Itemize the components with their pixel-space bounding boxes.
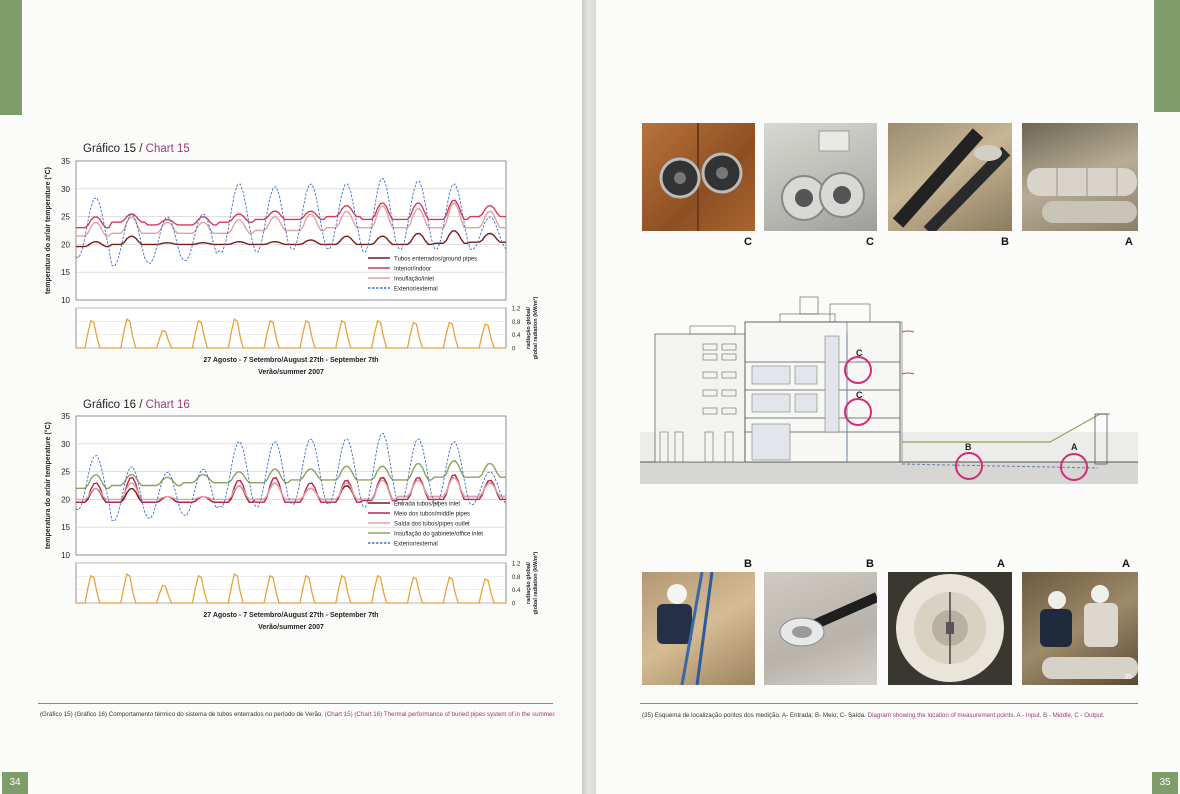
y-tick-label: 30 <box>61 184 70 194</box>
radiation-tick-label: 0.4 <box>512 588 521 595</box>
building-section-diagram <box>640 292 1138 497</box>
y-tick-label: 20 <box>61 495 70 505</box>
photo-concrete-pipes <box>1022 123 1138 231</box>
chart15-title-pt: Gráfico 15 / <box>83 143 146 155</box>
chart16-title-pt: Gráfico 16 / <box>83 399 146 411</box>
left-page <box>0 0 584 794</box>
photo-label: A <box>1122 558 1130 570</box>
y-tick-label: 35 <box>61 157 70 166</box>
y-tick-label: 25 <box>61 212 70 222</box>
y-axis-label: temperatura do ar/air temperature (°C) <box>45 422 52 549</box>
radiation-plot-area <box>76 563 506 603</box>
photo-workers-pipe-inlet <box>1022 572 1138 685</box>
right-caption <box>642 712 1142 720</box>
photo-pipes-trench <box>888 123 1012 231</box>
photo-number: 35 <box>1124 674 1132 681</box>
photo-label: C <box>866 236 874 248</box>
sensor-pipe-graphic <box>764 572 877 685</box>
caption-rule <box>640 703 1138 704</box>
diagram-label: B <box>965 442 972 452</box>
y-tick-label: 15 <box>61 268 70 278</box>
y-tick-label: 15 <box>61 523 70 533</box>
legend-label: Entrada tubos/pipes inlet <box>394 501 461 508</box>
y-tick-label: 20 <box>61 240 70 250</box>
radiation-tick-label: 1.2 <box>512 561 521 568</box>
legend-label: Tubos enterrados/ground pipes <box>394 256 478 263</box>
diagram-label: C <box>856 348 863 358</box>
photo-label: B <box>744 558 752 570</box>
pipes-trench-graphic <box>888 123 1012 231</box>
y-tick-label: 10 <box>61 296 70 305</box>
radiation-tick-label: 0.4 <box>512 333 521 340</box>
page-number: 35 <box>1152 772 1178 794</box>
legend-label: Saída dos tubos/pipes outlet <box>394 521 470 528</box>
photo-label: C <box>744 236 752 248</box>
radiation-tick-label: 1.2 <box>512 306 521 313</box>
photo-fans-wood-panel <box>642 123 755 231</box>
radiation-label-2: global radiation (kW/m²) <box>533 296 539 360</box>
photo-pipe-interior <box>888 572 1012 685</box>
chart16-title-en: Chart 16 <box>145 399 190 411</box>
legend-label: Interior/indoor <box>394 266 432 273</box>
page-tab <box>1154 0 1180 112</box>
diagram-label: A <box>1071 442 1078 452</box>
legend-label: Insuflação/inlet <box>394 276 435 283</box>
y-tick-label: 10 <box>61 551 70 560</box>
radiation-plot-area <box>76 308 506 348</box>
y-tick-label: 25 <box>61 467 70 477</box>
photo-label: A <box>997 558 1005 570</box>
photo-worker-installing <box>642 572 755 685</box>
legend-label: Meio dos tubos/middle pipes <box>394 511 471 518</box>
y-tick-label: 35 <box>61 412 70 421</box>
diagram-label: C <box>856 390 863 400</box>
radiation-label-1: radiação global/ <box>526 562 532 604</box>
right-caption-en: Diagram showing the location of measurement points. A - Input, B - Middle, C - Output. <box>867 712 1105 719</box>
right-caption-pt: (35) Esquema de localização pontos dos medição. A- Entrada; B- Meio; C- Saída. <box>642 712 868 719</box>
chart16 <box>28 410 548 645</box>
caption-rule <box>38 703 553 704</box>
right-page <box>596 0 1180 794</box>
x-axis-label: 27 Agosto - 7 Setembro/August 27th - September 7th <box>203 357 379 364</box>
chart16-svg <box>28 410 548 640</box>
legend-label: Exterior/external <box>394 286 438 293</box>
radiation-tick-label: 0 <box>512 601 516 608</box>
legend-label: Insuflação do gabinete/office inlet <box>394 531 483 538</box>
page-number: 34 <box>2 772 28 794</box>
legend-label: Exterior/external <box>394 541 438 548</box>
fans-wood-graphic <box>642 123 755 231</box>
photo-label: A <box>1125 236 1133 248</box>
season-label: Verão/summer 2007 <box>258 624 324 631</box>
pipe-interior-graphic <box>888 572 1012 685</box>
photo-sensor-pipe <box>764 572 877 685</box>
section-svg <box>640 292 1138 492</box>
radiation-tick-label: 0.8 <box>512 319 521 326</box>
radiation-tick-label: 0 <box>512 346 516 353</box>
y-axis-label: temperatura do ar/air temperature (°C) <box>45 167 52 294</box>
x-axis-label: 27 Agosto - 7 Setembro/August 27th - September 7th <box>203 612 379 619</box>
season-label: Verão/summer 2007 <box>258 369 324 376</box>
radiation-label-2: global radiation (kW/m²) <box>533 551 539 615</box>
workers-graphic <box>1022 572 1138 685</box>
fans-duct-graphic <box>764 123 877 231</box>
chart15 <box>28 155 548 390</box>
building-left-wing <box>655 334 745 462</box>
left-caption <box>40 711 560 719</box>
left-caption-pt: (Gráfico 15) (Gráfico 16) Comportamento térmico do sistema de tubos enterrados no período de Verão. <box>40 711 325 718</box>
radiation-label-1: radiação global/ <box>526 307 532 349</box>
chart15-title-en: Chart 15 <box>145 143 190 155</box>
chart15-svg <box>28 155 548 385</box>
radiation-tick-label: 0.8 <box>512 574 521 581</box>
y-tick-label: 30 <box>61 439 70 449</box>
left-caption-en: (Chart 15) (Chart 16) Thermal performance of buried pipes system of in the summer. <box>324 711 556 718</box>
photo-fans-duct <box>764 123 877 231</box>
worker-graphic <box>642 572 755 685</box>
photo-label: B <box>866 558 874 570</box>
concrete-pipes-graphic <box>1022 123 1138 231</box>
chart15-title <box>83 143 190 155</box>
photo-label: B <box>1001 236 1009 248</box>
page-tab <box>0 0 22 115</box>
